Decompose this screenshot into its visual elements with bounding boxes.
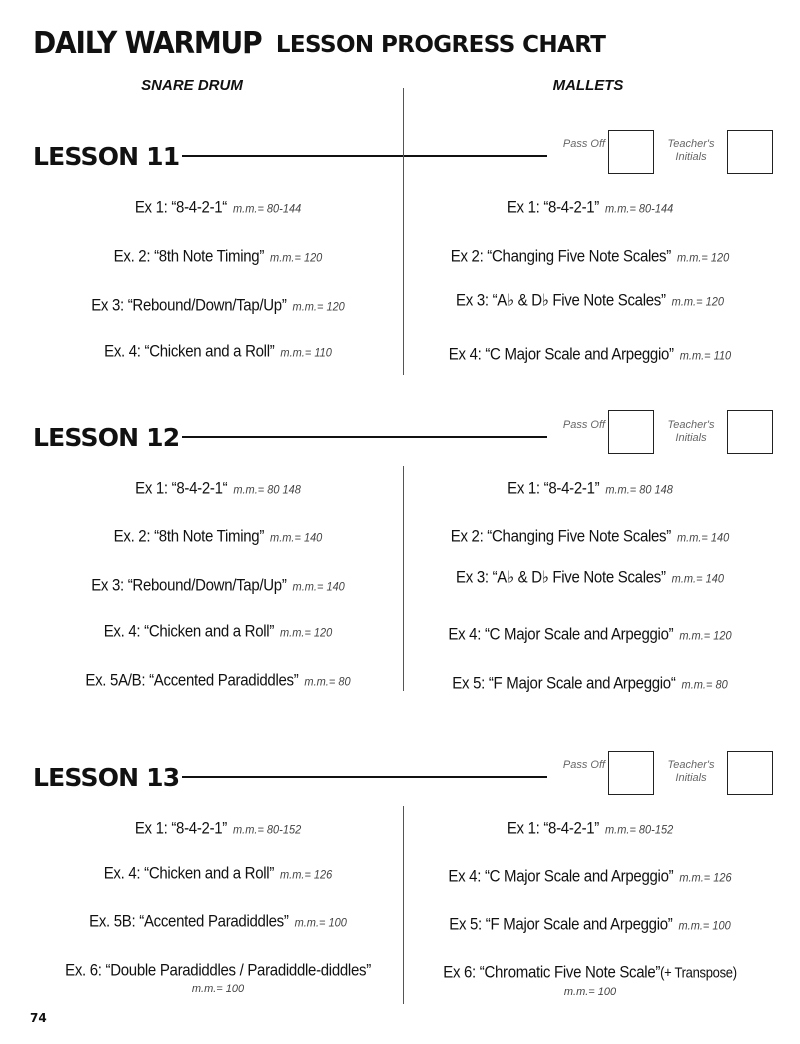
metronome-marking: m.m.= 140 — [270, 531, 323, 545]
title-main: DAILY WARMUP — [33, 24, 262, 61]
exercise-name: Ex 3: “A♭ & D♭ Five Note Scales” — [456, 568, 666, 587]
column-divider — [403, 806, 404, 1004]
mallets-exercise — [410, 527, 770, 546]
snare-exercise — [38, 961, 398, 980]
mallets-exercise — [410, 479, 770, 498]
exercise-name: Ex 1: “8-4-2-1“ — [134, 198, 228, 217]
snare-exercise — [38, 247, 398, 266]
metronome-marking: m.m.= 120 — [679, 629, 732, 643]
exercise-name: Ex 4: “C Major Scale and Arpeggio” — [448, 867, 674, 886]
exercise-name: Ex 1: “8-4-2-1” — [506, 819, 600, 838]
page-number: 74 — [30, 1011, 47, 1025]
column-divider — [403, 466, 404, 691]
metronome-marking: m.m.= 100 — [563, 986, 617, 998]
teacher-initials-label: Teacher's Initials — [667, 138, 715, 163]
metronome-marking: m.m.= 126 — [280, 868, 333, 882]
metronome-marking: m.m.= 80-152 — [233, 823, 302, 837]
exercise-name: Ex. 4: “Chicken and a Roll” — [103, 864, 275, 883]
mallets-exercise — [410, 247, 770, 266]
exercise-name: Ex. 4: “Chicken and a Roll” — [104, 342, 275, 361]
teacher-initials-label: Teacher's Initials — [667, 759, 715, 784]
exercise-name: Ex 1: “8-4-2-1“ — [135, 479, 228, 498]
metronome-marking: m.m.= 120 — [270, 251, 323, 265]
snare-exercise — [38, 576, 398, 595]
exercise-name: Ex 5: “F Major Scale and Arpeggio” — [449, 915, 673, 934]
metronome-marking: m.m.= 80-144 — [605, 202, 674, 216]
exercise-name: Ex 4: “C Major Scale and Arpeggio” — [448, 625, 674, 644]
mallets-exercise — [410, 625, 770, 644]
teacher-initials-box[interactable] — [727, 410, 773, 454]
snare-exercise — [38, 527, 398, 546]
pass-off-box[interactable] — [608, 410, 654, 454]
mallets-exercise — [410, 198, 770, 217]
column-divider — [403, 88, 404, 375]
mallets-exercise — [410, 963, 770, 982]
snare-exercise — [38, 622, 398, 641]
teacher-initials-box[interactable] — [727, 130, 773, 174]
exercise-name: Ex 4: “C Major Scale and Arpeggio” — [448, 345, 674, 364]
mallets-exercise — [410, 567, 770, 587]
page-title — [33, 26, 605, 59]
metronome-marking: m.m.= 100 — [191, 983, 245, 995]
pass-off-label: Pass Off — [562, 419, 606, 431]
mallets-exercise — [410, 674, 770, 693]
exercise-name: Ex. 5A/B: “Accented Paradiddles” — [85, 671, 299, 690]
lesson-title: LESSON 11 — [33, 142, 180, 171]
metronome-marking: m.m.= 80 — [681, 678, 728, 692]
metronome-marking: m.m.= 140 — [292, 580, 345, 594]
metronome-marking: m.m.= 120 — [676, 251, 730, 265]
metronome-marking: m.m.= 120 — [292, 300, 345, 314]
metronome-marking: m.m.= 80 148 — [605, 483, 673, 497]
lesson-rule — [182, 776, 547, 778]
exercise-name: Ex 5: “F Major Scale and Arpeggio“ — [452, 674, 676, 693]
title-sub: LESSON PROGRESS CHART — [275, 32, 606, 58]
teacher-initials-box[interactable] — [727, 751, 773, 795]
exercise-name: Ex. 2: “8th Note Timing” — [113, 247, 265, 266]
lesson-title: LESSON 12 — [33, 423, 180, 452]
metronome-marking: m.m.= 140 — [671, 572, 724, 586]
exercise-name: Ex 3: “Rebound/Down/Tap/Up” — [91, 296, 287, 315]
metronome-marking: m.m.= 100 — [678, 919, 731, 933]
snare-exercise — [38, 912, 398, 931]
pass-off-box[interactable] — [608, 130, 654, 174]
exercise-name: Ex 1: “8-4-2-1” — [134, 819, 228, 838]
lesson-rule — [182, 155, 547, 157]
exercise-name: Ex. 4: “Chicken and a Roll” — [103, 622, 275, 641]
exercise-name: Ex 1: “8-4-2-1” — [506, 198, 600, 217]
metronome-marking: m.m.= 120 — [671, 295, 724, 309]
exercise-name: Ex 3: “A♭ & D♭ Five Note Scales” — [456, 291, 666, 310]
mallets-exercise — [410, 819, 770, 838]
metronome-marking: m.m.= 140 — [676, 531, 730, 545]
metronome-marking: m.m.= 120 — [280, 626, 333, 640]
exercise-name: Ex 6: “Chromatic Five Note Scale” — [443, 963, 661, 982]
metronome-marking: m.m.= 100 — [294, 916, 347, 930]
snare-exercise — [38, 296, 398, 315]
mallets-exercise — [410, 915, 770, 934]
snare-exercise — [38, 342, 398, 361]
snare-exercise — [38, 479, 398, 498]
metronome-marking: m.m.= 80 148 — [233, 483, 301, 497]
pass-off-label: Pass Off — [562, 138, 606, 150]
exercise-name: Ex. 6: “Double Paradiddles / Paradiddle-diddles” — [65, 961, 371, 980]
metronome-marking: m.m.= 80-152 — [605, 823, 674, 837]
snare-exercise — [38, 819, 398, 838]
exercise-name: Ex. 2: “8th Note Timing” — [113, 527, 265, 546]
snare-exercise — [38, 671, 398, 690]
lesson-title: LESSON 13 — [33, 763, 180, 792]
metronome-marking: m.m.= 110 — [679, 349, 732, 363]
exercise-name: Ex 2: “Changing Five Note Scales” — [450, 247, 671, 266]
exercise-name: Ex 1: “8-4-2-1” — [507, 479, 600, 498]
lesson-rule — [182, 436, 547, 438]
pass-off-box[interactable] — [608, 751, 654, 795]
metronome-marking: m.m.= 80 — [304, 675, 351, 689]
exercise-suffix: (+ Transpose) — [660, 964, 737, 981]
exercise-name: Ex. 5B: “Accented Paradiddles” — [89, 912, 289, 931]
mallets-exercise — [410, 345, 770, 364]
column-heading-mallets: MALLETS — [552, 77, 624, 94]
snare-exercise — [38, 198, 398, 217]
metronome-marking: m.m.= 80-144 — [233, 202, 302, 216]
exercise-name: Ex 2: “Changing Five Note Scales” — [450, 527, 671, 546]
column-heading-snare: SNARE DRUM — [141, 77, 243, 94]
mallets-exercise — [410, 867, 770, 886]
exercise-name: Ex 3: “Rebound/Down/Tap/Up” — [91, 576, 287, 595]
metronome-marking: m.m.= 126 — [679, 871, 732, 885]
pass-off-label: Pass Off — [562, 759, 606, 771]
snare-exercise — [38, 864, 398, 883]
metronome-marking: m.m.= 110 — [280, 346, 332, 360]
teacher-initials-label: Teacher's Initials — [667, 419, 715, 444]
mallets-exercise — [410, 290, 770, 310]
